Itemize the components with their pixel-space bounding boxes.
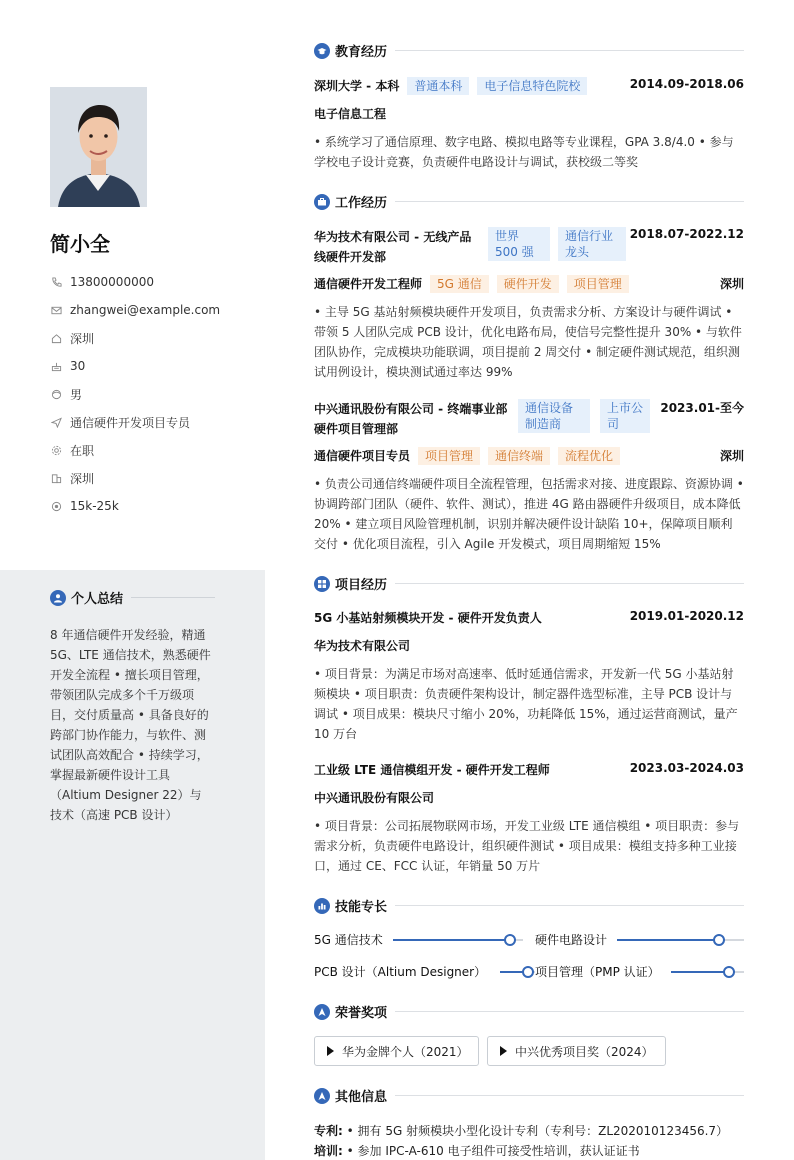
- project-row: [314, 609, 744, 626]
- awards-heading: [314, 1002, 744, 1021]
- work-row: [314, 227, 744, 267]
- project-desc: • 项目背景：公司拓展物联网市场，开发工业级 LTE 通信模组 • 项目职责：参与需求分析，负责硬件电路设计，组织硬件测试 • 项目成果：模组支持多种工业接口，通过 CE、FCC 认证，年销量 50 万片: [314, 819, 740, 873]
- skill-item: [314, 963, 535, 980]
- education-desc: • 系统学习了通信原理、数字电路、模拟电路等专业课程，GPA 3.8/4.0 • 参与学校电子设计竞赛，负责硬件电路设计与调试，获校级二等奖: [314, 135, 734, 169]
- awards-divider: [395, 1011, 744, 1012]
- avatar: [50, 87, 147, 207]
- skill-tag: 项目管理: [418, 447, 480, 465]
- cake-icon: [50, 360, 62, 372]
- project-date: 2019.01-2020.12: [629, 609, 744, 623]
- work-date: 2023.01-至今: [660, 401, 744, 415]
- gender-icon: [50, 388, 62, 400]
- skill-item: [535, 963, 744, 980]
- skills-heading: [314, 896, 744, 915]
- city-text: 深圳: [70, 331, 95, 346]
- work-title: 工作经历: [335, 196, 388, 211]
- user-icon: [50, 590, 66, 606]
- skill-track: [671, 971, 744, 973]
- award-icon: [314, 1088, 330, 1104]
- info-position: [50, 408, 220, 436]
- project-company: 华为技术有限公司: [314, 639, 411, 653]
- project-row: [314, 761, 744, 778]
- salary-text: 15k-25k: [70, 499, 119, 513]
- skill-track: [617, 939, 744, 941]
- other-title: 其他信息: [335, 1090, 388, 1105]
- skill-name: 5G 通信技术: [314, 933, 383, 947]
- mail-icon: [50, 304, 62, 316]
- other-label: 培训:: [314, 1144, 343, 1158]
- work-heading: [314, 192, 744, 211]
- company-tag: 通信设备制造商: [518, 399, 590, 433]
- skill-track: [393, 939, 523, 941]
- education-row: [314, 77, 744, 95]
- company-tag: 通信行业龙头: [558, 227, 626, 261]
- info-status: [50, 436, 220, 464]
- summary-heading: [50, 588, 215, 607]
- skill-tag: 通信终端: [488, 447, 550, 465]
- award-item: [487, 1036, 666, 1066]
- school-tag: 电子信息特色院校: [477, 77, 587, 95]
- building-icon: [50, 472, 62, 484]
- education-date: 2014.09-2018.06: [629, 77, 744, 91]
- skill-tag: 项目管理: [567, 275, 629, 293]
- skills-title: 技能专长: [335, 900, 388, 915]
- age-text: 30: [70, 359, 86, 373]
- briefcase-icon: [314, 194, 330, 210]
- other-heading: [314, 1086, 744, 1105]
- skill-tag: 流程优化: [558, 447, 620, 465]
- gender-text: 男: [70, 387, 83, 402]
- avatar-illustration: [50, 87, 147, 207]
- awards-title: 荣誉奖项: [335, 1006, 388, 1021]
- info-age: [50, 352, 220, 380]
- target-city-text: 深圳: [70, 471, 95, 486]
- play-icon: [327, 1046, 334, 1056]
- play-icon: [500, 1046, 507, 1056]
- other-item: [314, 1142, 640, 1159]
- education-divider: [395, 50, 744, 51]
- skill-fill: [671, 971, 729, 973]
- info-email: [50, 296, 220, 324]
- bar-chart-icon: [314, 898, 330, 914]
- summary-divider: [131, 597, 215, 598]
- contact-info-list: [50, 268, 220, 520]
- award-icon: [314, 1004, 330, 1020]
- skill-knob: [713, 934, 725, 946]
- grid-icon: [314, 576, 330, 592]
- work-row: [314, 399, 744, 439]
- skill-knob: [522, 966, 534, 978]
- award-text: 华为金牌个人（2021）: [342, 1044, 469, 1059]
- skill-fill: [617, 939, 719, 941]
- skill-item: [314, 931, 523, 948]
- phone-text: 13800000000: [70, 275, 154, 289]
- skill-name: 硬件电路设计: [535, 933, 608, 947]
- work-company: 中兴通讯股份有限公司 - 终端事业部硬件项目管理部: [314, 402, 508, 436]
- skill-tag: 硬件开发: [497, 275, 559, 293]
- work-date: 2018.07-2022.12: [629, 227, 744, 241]
- skill-knob: [504, 934, 516, 946]
- project-company: 中兴通讯股份有限公司: [314, 791, 435, 805]
- send-icon: [50, 416, 62, 428]
- work-desc: • 负责公司通信终端硬件项目全流程管理，包括需求对接、进度跟踪、资源协调 • 协调跨部门团队（硬件、软件、测试），推进 4G 路由器硬件升级项目，成本降低 20% • 建立项目风险管理机制，识别并解决硬件设计缺陷 10+，保障项目顺利交付 • 优化项目流程，引入 Agile 开发模式，项目周期缩短 15%: [314, 477, 744, 551]
- company-tag: 上市公司: [600, 399, 650, 433]
- award-item: [314, 1036, 479, 1066]
- work-city: 深圳: [719, 277, 744, 291]
- graduation-cap-icon: [314, 43, 330, 59]
- project-name: 工业级 LTE 通信模组开发 - 硬件开发工程师: [314, 763, 550, 777]
- gear-icon: [50, 444, 62, 456]
- project-desc: • 项目背景：为满足市场对高速率、低时延通信需求，开发新一代 5G 小基站射频模块 • 项目职责：负责硬件架构设计，制定器件选型标准，主导 PCB 设计与调试 • 项目成果：模块尺寸缩小 20%，功耗降低 15%，通过运营商测试，量产 10 万台: [314, 667, 738, 741]
- school-tag: 普通本科: [407, 77, 469, 95]
- projects-title: 项目经历: [335, 578, 388, 593]
- info-phone: [50, 268, 220, 296]
- status-text: 在职: [70, 443, 95, 458]
- summary-title: 个人总结: [71, 592, 124, 607]
- info-target-city: [50, 464, 220, 492]
- project-name: 5G 小基站射频模块开发 - 硬件开发负责人: [314, 611, 542, 625]
- summary-text: 8 年通信硬件开发经验，精通 5G、LTE 通信技术，熟悉硬件开发全流程 • 擅长项目管理，带领团队完成多个千万级项目，交付质量高 • 具备良好的跨部门协作能力，与软件、测试团队高效配合 • 持续学习，掌握最新硬件设计工具（Altium Designer 22）与技术（高速 PCB 设计）: [50, 628, 211, 822]
- school-name: 深圳大学 - 本科: [314, 79, 400, 93]
- phone-icon: [50, 276, 62, 288]
- skills-divider: [395, 905, 744, 906]
- skill-track: [500, 971, 535, 973]
- work-desc: • 主导 5G 基站射频模块硬件开发项目，负责需求分析、方案设计与硬件调试 • 带领 5 人团队完成 PCB 设计，优化电路布局，使信号完整性提升 30% • 与软件团队协作，完成模块功能联调，项目提前 2 周交付 • 制定硬件测试规范，组织测试用例设计，模块测试通过率达 99%: [314, 305, 742, 379]
- info-salary: [50, 492, 220, 520]
- work-company: 华为技术有限公司 - 无线产品线硬件开发部: [314, 230, 472, 264]
- other-item: [314, 1122, 728, 1139]
- work-divider: [395, 201, 744, 202]
- education-heading: [314, 41, 744, 60]
- projects-divider: [395, 583, 744, 584]
- project-date: 2023.03-2024.03: [629, 761, 744, 775]
- home-icon: [50, 332, 62, 344]
- info-city: [50, 324, 220, 352]
- work-role: 通信硬件项目专员: [314, 449, 411, 463]
- profile-name: 简小全: [50, 232, 110, 256]
- work-role-row: [314, 275, 744, 293]
- company-tag: 世界 500 强: [488, 227, 550, 261]
- award-text: 中兴优秀项目奖（2024）: [515, 1044, 654, 1059]
- other-label: 专利:: [314, 1124, 343, 1138]
- skill-item: [535, 931, 744, 948]
- other-text: • 参加 IPC-A-610 电子组件可接受性培训，获认证证书: [346, 1144, 640, 1158]
- coin-icon: [50, 500, 62, 512]
- work-role-row: [314, 447, 744, 465]
- other-text: • 拥有 5G 射频模块小型化设计专利（专利号：ZL202010123456.7）: [346, 1124, 729, 1138]
- skill-name: 项目管理（PMP 认证）: [535, 965, 660, 979]
- info-gender: [50, 380, 220, 408]
- education-title: 教育经历: [335, 45, 388, 60]
- skill-knob: [723, 966, 735, 978]
- projects-heading: [314, 574, 744, 593]
- skill-name: PCB 设计（Altium Designer）: [314, 965, 487, 979]
- position-text: 通信硬件开发项目专员: [70, 415, 191, 430]
- skill-tag: 5G 通信: [430, 275, 489, 293]
- email-text: zhangwei@example.com: [70, 303, 221, 317]
- work-city: 深圳: [719, 449, 744, 463]
- education-major: 电子信息工程: [314, 107, 387, 121]
- skill-fill: [393, 939, 510, 941]
- other-divider: [395, 1095, 744, 1096]
- work-role: 通信硬件开发工程师: [314, 277, 423, 291]
